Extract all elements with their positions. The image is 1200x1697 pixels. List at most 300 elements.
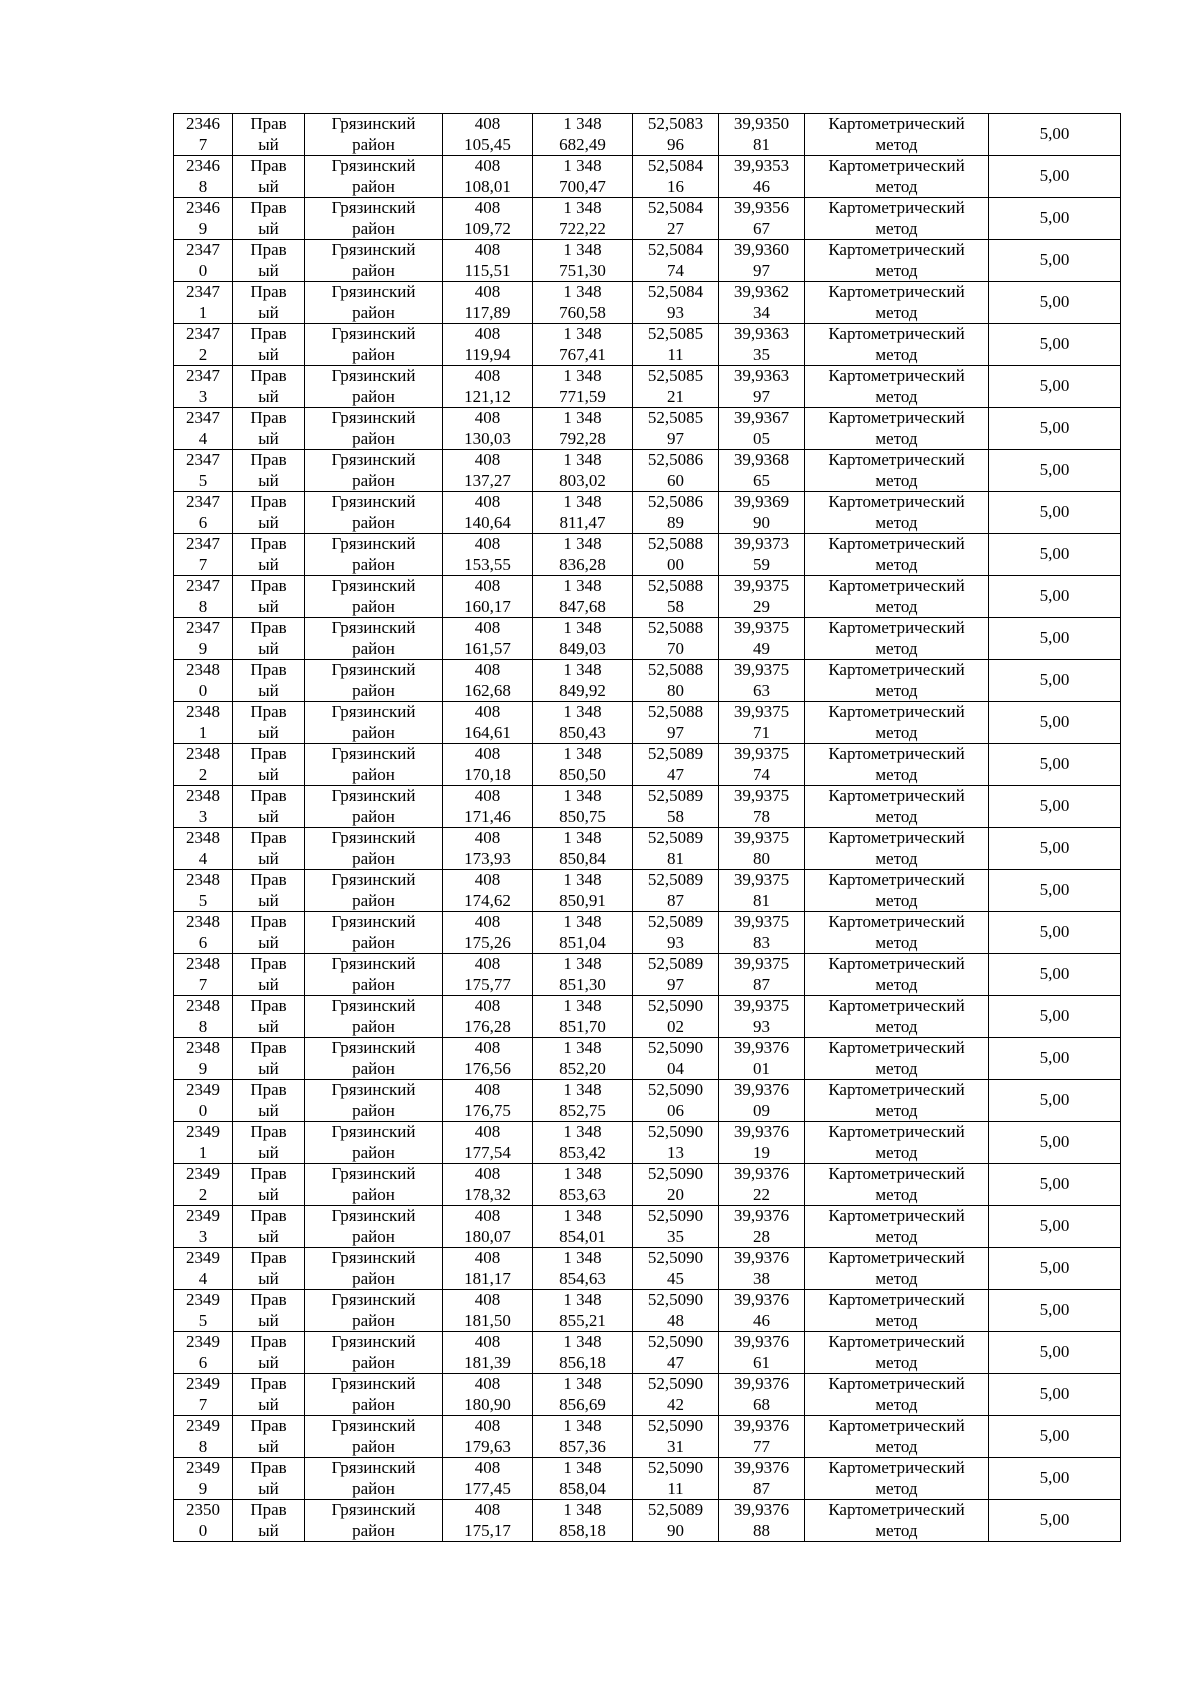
longitude-cell <box>719 702 805 744</box>
coord-x-cell <box>443 1500 533 1542</box>
latitude-cell-line: 52,5090 <box>647 1248 704 1267</box>
longitude-cell-line: 39,9350 <box>733 114 790 133</box>
coord-y-cell-line: 850,43 <box>559 722 606 742</box>
bank-side-cell-line: ый <box>258 218 279 238</box>
district-cell-line: район <box>352 1520 395 1540</box>
method-cell-line: Картометрический <box>828 1248 965 1267</box>
point-number-cell-line: 5 <box>198 470 208 490</box>
bank-side-cell <box>233 996 305 1038</box>
coord-y-cell-line: 850,50 <box>559 764 606 784</box>
longitude-cell-line: 61 <box>753 1352 770 1372</box>
district-cell-line: район <box>352 1058 395 1078</box>
method-cell <box>805 1374 989 1416</box>
district-cell <box>305 744 443 786</box>
district-cell-line: Грязинский <box>331 492 416 511</box>
point-number-cell-line: 2348 <box>186 912 220 931</box>
longitude-cell-line: 39,9363 <box>733 366 790 385</box>
district-cell <box>305 786 443 828</box>
coord-x-cell-line: 408 <box>474 198 501 217</box>
latitude-cell-line: 27 <box>667 218 684 238</box>
district-cell-line: Грязинский <box>331 1164 416 1183</box>
method-cell-line: метод <box>875 176 918 196</box>
district-cell-line: Грязинский <box>331 786 416 805</box>
latitude-cell <box>633 408 719 450</box>
coord-x-cell-line: 408 <box>474 702 501 721</box>
bank-side-cell-line: ый <box>258 1142 279 1162</box>
method-cell-line: Картометрический <box>828 240 965 259</box>
district-cell-line: район <box>352 470 395 490</box>
method-cell <box>805 1080 989 1122</box>
district-cell-line: Грязинский <box>331 744 416 763</box>
longitude-cell <box>719 1080 805 1122</box>
longitude-cell-line: 39,9376 <box>733 1122 790 1141</box>
method-cell-line: метод <box>875 1058 918 1078</box>
point-number-cell-line: 2348 <box>186 1038 220 1057</box>
table-row <box>174 492 1121 534</box>
district-cell <box>305 1500 443 1542</box>
method-cell <box>805 1122 989 1164</box>
coord-x-cell-line: 180,07 <box>464 1226 511 1246</box>
latitude-cell-line: 52,5090 <box>647 1122 704 1141</box>
coord-y-cell-line: 858,18 <box>559 1520 606 1540</box>
latitude-cell <box>633 618 719 660</box>
latitude-cell-line: 96 <box>667 134 684 154</box>
method-cell-line: Картометрический <box>828 660 965 679</box>
coord-x-cell <box>443 1248 533 1290</box>
method-cell <box>805 744 989 786</box>
coord-y-cell <box>533 618 633 660</box>
bank-side-cell-line: Прав <box>250 1122 287 1141</box>
bank-side-cell <box>233 1290 305 1332</box>
method-cell <box>805 450 989 492</box>
coord-x-cell <box>443 1290 533 1332</box>
point-number-cell <box>174 1038 233 1080</box>
coord-x-cell <box>443 282 533 324</box>
bank-side-cell <box>233 114 305 156</box>
district-cell-line: Грязинский <box>331 114 416 133</box>
coord-x-cell <box>443 660 533 702</box>
coord-y-cell-line: 1 348 <box>563 156 602 175</box>
point-number-cell-line: 6 <box>198 1352 208 1372</box>
coord-x-cell-line: 408 <box>474 1290 501 1309</box>
method-cell <box>805 282 989 324</box>
latitude-cell-line: 52,5090 <box>647 996 704 1015</box>
accuracy-cell: 5,00 <box>989 1164 1121 1206</box>
bank-side-cell-line: Прав <box>250 744 287 763</box>
table-row <box>174 366 1121 408</box>
point-number-cell <box>174 1122 233 1164</box>
coord-x-cell-line: 408 <box>474 1374 501 1393</box>
table-row <box>174 702 1121 744</box>
coord-x-cell <box>443 366 533 408</box>
accuracy-cell: 5,00 <box>989 156 1121 198</box>
longitude-cell-line: 39,9376 <box>733 1164 790 1183</box>
coord-x-cell-line: 176,75 <box>464 1100 511 1120</box>
longitude-cell <box>719 576 805 618</box>
coord-x-cell-line: 180,90 <box>464 1394 511 1414</box>
point-number-cell-line: 2347 <box>186 240 220 259</box>
longitude-cell <box>719 156 805 198</box>
latitude-cell <box>633 156 719 198</box>
longitude-cell-line: 65 <box>753 470 770 490</box>
latitude-cell <box>633 1164 719 1206</box>
district-cell-line: Грязинский <box>331 870 416 889</box>
table-row <box>174 1374 1121 1416</box>
coord-y-cell-line: 760,58 <box>559 302 606 322</box>
district-cell <box>305 408 443 450</box>
latitude-cell <box>633 492 719 534</box>
latitude-cell <box>633 240 719 282</box>
longitude-cell-line: 29 <box>753 596 770 616</box>
coord-x-cell-line: 175,26 <box>464 932 511 952</box>
method-cell-line: метод <box>875 806 918 826</box>
bank-side-cell-line: ый <box>258 344 279 364</box>
point-number-cell-line: 2 <box>198 1184 208 1204</box>
coord-x-cell <box>443 408 533 450</box>
longitude-cell-line: 63 <box>753 680 770 700</box>
accuracy-cell: 5,00 <box>989 576 1121 618</box>
coord-y-cell <box>533 1500 633 1542</box>
bank-side-cell-line: Прав <box>250 1206 287 1225</box>
district-cell-line: Грязинский <box>331 618 416 637</box>
coord-x-cell-line: 408 <box>474 366 501 385</box>
coord-y-cell <box>533 1248 633 1290</box>
district-cell-line: район <box>352 344 395 364</box>
longitude-cell-line: 71 <box>753 722 770 742</box>
table-row <box>174 996 1121 1038</box>
coord-y-cell-line: 682,49 <box>559 134 606 154</box>
coord-y-cell-line: 1 348 <box>563 492 602 511</box>
latitude-cell-line: 52,5089 <box>647 786 704 805</box>
latitude-cell-line: 52,5086 <box>647 492 704 511</box>
district-cell <box>305 282 443 324</box>
bank-side-cell-line: ый <box>258 512 279 532</box>
longitude-cell-line: 39,9360 <box>733 240 790 259</box>
longitude-cell-line: 90 <box>753 512 770 532</box>
longitude-cell-line: 46 <box>753 1310 770 1330</box>
bank-side-cell-line: Прав <box>250 156 287 175</box>
method-cell-line: Картометрический <box>828 198 965 217</box>
accuracy-cell: 5,00 <box>989 1416 1121 1458</box>
latitude-cell-line: 52,5090 <box>647 1080 704 1099</box>
point-number-cell-line: 2347 <box>186 408 220 427</box>
coord-y-cell-line: 852,20 <box>559 1058 606 1078</box>
bank-side-cell <box>233 1164 305 1206</box>
coord-y-cell-line: 1 348 <box>563 450 602 469</box>
longitude-cell-line: 97 <box>753 260 770 280</box>
district-cell <box>305 1290 443 1332</box>
district-cell-line: район <box>352 596 395 616</box>
coord-x-cell-line: 408 <box>474 1038 501 1057</box>
bank-side-cell-line: Прав <box>250 366 287 385</box>
coord-x-cell-line: 181,17 <box>464 1268 511 1288</box>
longitude-cell-line: 68 <box>753 1394 770 1414</box>
district-cell-line: район <box>352 176 395 196</box>
method-cell-line: метод <box>875 1520 918 1540</box>
bank-side-cell <box>233 282 305 324</box>
point-number-cell-line: 2349 <box>186 1206 220 1225</box>
latitude-cell-line: 52,5090 <box>647 1458 704 1477</box>
latitude-cell-line: 52,5088 <box>647 702 704 721</box>
table-row <box>174 198 1121 240</box>
table-row <box>174 534 1121 576</box>
table-row <box>174 744 1121 786</box>
method-cell-line: метод <box>875 638 918 658</box>
table-row <box>174 156 1121 198</box>
bank-side-cell-line: ый <box>258 1226 279 1246</box>
coord-x-cell <box>443 1122 533 1164</box>
method-cell-line: Картометрический <box>828 1122 965 1141</box>
latitude-cell <box>633 1290 719 1332</box>
longitude-cell <box>719 660 805 702</box>
coord-y-cell-line: 792,28 <box>559 428 606 448</box>
coord-y-cell-line: 1 348 <box>563 1290 602 1309</box>
latitude-cell-line: 11 <box>667 344 684 364</box>
latitude-cell-line: 21 <box>667 386 684 406</box>
coord-x-cell-line: 408 <box>474 828 501 847</box>
latitude-cell-line: 52,5084 <box>647 282 704 301</box>
district-cell-line: район <box>352 1268 395 1288</box>
coord-y-cell-line: 1 348 <box>563 954 602 973</box>
point-number-cell <box>174 114 233 156</box>
method-cell-line: метод <box>875 386 918 406</box>
bank-side-cell-line: Прав <box>250 912 287 931</box>
latitude-cell-line: 52,5090 <box>647 1374 704 1393</box>
coord-y-cell-line: 722,22 <box>559 218 606 238</box>
point-number-cell-line: 9 <box>198 638 208 658</box>
method-cell <box>805 618 989 660</box>
point-number-cell-line: 0 <box>198 1100 208 1120</box>
method-cell-line: метод <box>875 134 918 154</box>
district-cell-line: Грязинский <box>331 912 416 931</box>
coord-y-cell-line: 850,91 <box>559 890 606 910</box>
latitude-cell-line: 52,5088 <box>647 534 704 553</box>
method-cell-line: Картометрический <box>828 492 965 511</box>
point-number-cell-line: 2349 <box>186 1164 220 1183</box>
coord-x-cell-line: 408 <box>474 1164 501 1183</box>
point-number-cell <box>174 1374 233 1416</box>
latitude-cell-line: 52,5090 <box>647 1164 704 1183</box>
coord-x-cell-line: 408 <box>474 282 501 301</box>
bank-side-cell-line: ый <box>258 1016 279 1036</box>
longitude-cell <box>719 1458 805 1500</box>
point-number-cell-line: 0 <box>198 1520 208 1540</box>
coord-y-cell-line: 1 348 <box>563 1248 602 1267</box>
method-cell-line: Картометрический <box>828 534 965 553</box>
latitude-cell <box>633 534 719 576</box>
latitude-cell <box>633 366 719 408</box>
coord-x-cell-line: 408 <box>474 492 501 511</box>
district-cell <box>305 660 443 702</box>
coord-y-cell <box>533 492 633 534</box>
district-cell-line: Грязинский <box>331 1374 416 1393</box>
bank-side-cell <box>233 1080 305 1122</box>
accuracy-cell: 5,00 <box>989 1248 1121 1290</box>
point-number-cell-line: 1 <box>198 1142 208 1162</box>
district-cell-line: район <box>352 554 395 574</box>
bank-side-cell <box>233 1122 305 1164</box>
bank-side-cell <box>233 1500 305 1542</box>
bank-side-cell <box>233 1416 305 1458</box>
coord-x-cell <box>443 1164 533 1206</box>
latitude-cell <box>633 870 719 912</box>
coord-x-cell-line: 408 <box>474 534 501 553</box>
point-number-cell-line: 4 <box>198 1268 208 1288</box>
bank-side-cell <box>233 912 305 954</box>
latitude-cell <box>633 912 719 954</box>
longitude-cell-line: 81 <box>753 890 770 910</box>
district-cell <box>305 618 443 660</box>
point-number-cell <box>174 744 233 786</box>
latitude-cell <box>633 1374 719 1416</box>
latitude-cell-line: 52,5090 <box>647 1206 704 1225</box>
latitude-cell-line: 13 <box>667 1142 684 1162</box>
point-number-cell-line: 2349 <box>186 1374 220 1393</box>
longitude-cell-line: 87 <box>753 1478 770 1498</box>
district-cell <box>305 576 443 618</box>
latitude-cell <box>633 954 719 996</box>
coord-y-cell-line: 700,47 <box>559 176 606 196</box>
coord-y-cell-line: 1 348 <box>563 240 602 259</box>
latitude-cell-line: 52,5090 <box>647 1416 704 1435</box>
longitude-cell-line: 83 <box>753 932 770 952</box>
bank-side-cell-line: ый <box>258 134 279 154</box>
latitude-cell <box>633 198 719 240</box>
point-number-cell-line: 2347 <box>186 450 220 469</box>
district-cell-line: Грязинский <box>331 1122 416 1141</box>
coord-x-cell-line: 130,03 <box>464 428 511 448</box>
longitude-cell <box>719 954 805 996</box>
district-cell-line: район <box>352 134 395 154</box>
point-number-cell-line: 2 <box>198 764 208 784</box>
district-cell-line: Грязинский <box>331 1332 416 1351</box>
latitude-cell-line: 52,5084 <box>647 240 704 259</box>
bank-side-cell <box>233 1038 305 1080</box>
bank-side-cell <box>233 870 305 912</box>
latitude-cell-line: 47 <box>667 764 684 784</box>
point-number-cell-line: 2349 <box>186 1290 220 1309</box>
method-cell-line: Картометрический <box>828 408 965 427</box>
coord-y-cell <box>533 870 633 912</box>
latitude-cell-line: 52,5088 <box>647 618 704 637</box>
latitude-cell-line: 74 <box>667 260 684 280</box>
bank-side-cell-line: ый <box>258 1520 279 1540</box>
district-cell-line: район <box>352 1478 395 1498</box>
district-cell-line: район <box>352 1352 395 1372</box>
coord-x-cell <box>443 156 533 198</box>
point-number-cell <box>174 618 233 660</box>
coord-y-cell <box>533 1080 633 1122</box>
point-number-cell-line: 2347 <box>186 324 220 343</box>
point-number-cell-line: 4 <box>198 848 208 868</box>
coord-x-cell-line: 408 <box>474 996 501 1015</box>
accuracy-cell: 5,00 <box>989 198 1121 240</box>
point-number-cell <box>174 1164 233 1206</box>
latitude-cell-line: 52,5086 <box>647 450 704 469</box>
bank-side-cell-line: ый <box>258 1184 279 1204</box>
latitude-cell-line: 52,5090 <box>647 1290 704 1309</box>
bank-side-cell <box>233 450 305 492</box>
coord-y-cell-line: 1 348 <box>563 1038 602 1057</box>
district-cell-line: Грязинский <box>331 1206 416 1225</box>
district-cell-line: район <box>352 974 395 994</box>
bank-side-cell-line: Прав <box>250 786 287 805</box>
method-cell <box>805 576 989 618</box>
latitude-cell-line: 52,5089 <box>647 912 704 931</box>
point-number-cell-line: 5 <box>198 890 208 910</box>
method-cell <box>805 660 989 702</box>
district-cell <box>305 114 443 156</box>
coord-x-cell-line: 408 <box>474 1416 501 1435</box>
bank-side-cell <box>233 1206 305 1248</box>
coord-y-cell <box>533 1164 633 1206</box>
coord-x-cell-line: 161,57 <box>464 638 511 658</box>
coord-x-cell-line: 164,61 <box>464 722 511 742</box>
accuracy-cell: 5,00 <box>989 786 1121 828</box>
bank-side-cell <box>233 324 305 366</box>
district-cell-line: Грязинский <box>331 576 416 595</box>
method-cell-line: метод <box>875 974 918 994</box>
bank-side-cell-line: ый <box>258 1478 279 1498</box>
accuracy-cell: 5,00 <box>989 1038 1121 1080</box>
bank-side-cell-line: ый <box>258 638 279 658</box>
bank-side-cell-line: ый <box>258 428 279 448</box>
bank-side-cell-line: ый <box>258 1100 279 1120</box>
district-cell-line: Грязинский <box>331 1458 416 1477</box>
latitude-cell-line: 97 <box>667 722 684 742</box>
coord-x-cell-line: 408 <box>474 786 501 805</box>
coord-x-cell <box>443 450 533 492</box>
coord-y-cell <box>533 1038 633 1080</box>
method-cell <box>805 1290 989 1332</box>
district-cell-line: Грязинский <box>331 1290 416 1309</box>
coord-y-cell <box>533 576 633 618</box>
coord-x-cell-line: 105,45 <box>464 134 511 154</box>
coord-y-cell-line: 1 348 <box>563 1122 602 1141</box>
district-cell <box>305 324 443 366</box>
coord-x-cell <box>443 1374 533 1416</box>
method-cell-line: Картометрический <box>828 1374 965 1393</box>
point-number-cell <box>174 240 233 282</box>
district-cell <box>305 702 443 744</box>
latitude-cell <box>633 828 719 870</box>
coord-x-cell-line: 408 <box>474 576 501 595</box>
point-number-cell-line: 6 <box>198 512 208 532</box>
district-cell-line: Грязинский <box>331 1248 416 1267</box>
district-cell-line: Грязинский <box>331 324 416 343</box>
coord-y-cell <box>533 450 633 492</box>
method-cell-line: Картометрический <box>828 786 965 805</box>
method-cell-line: Картометрический <box>828 1290 965 1309</box>
point-number-cell-line: 2346 <box>186 114 220 133</box>
longitude-cell-line: 39,9376 <box>733 1500 790 1519</box>
latitude-cell-line: 97 <box>667 428 684 448</box>
table-row <box>174 576 1121 618</box>
latitude-cell-line: 81 <box>667 848 684 868</box>
coord-x-cell-line: 177,45 <box>464 1478 511 1498</box>
coord-y-cell-line: 851,70 <box>559 1016 606 1036</box>
method-cell-line: метод <box>875 1310 918 1330</box>
coordinates-table <box>173 113 1121 1542</box>
coord-x-cell-line: 408 <box>474 660 501 679</box>
table-row <box>174 1248 1121 1290</box>
method-cell-line: Картометрический <box>828 744 965 763</box>
method-cell-line: Картометрический <box>828 618 965 637</box>
accuracy-cell: 5,00 <box>989 492 1121 534</box>
latitude-cell <box>633 786 719 828</box>
table-row <box>174 1080 1121 1122</box>
longitude-cell <box>719 534 805 576</box>
